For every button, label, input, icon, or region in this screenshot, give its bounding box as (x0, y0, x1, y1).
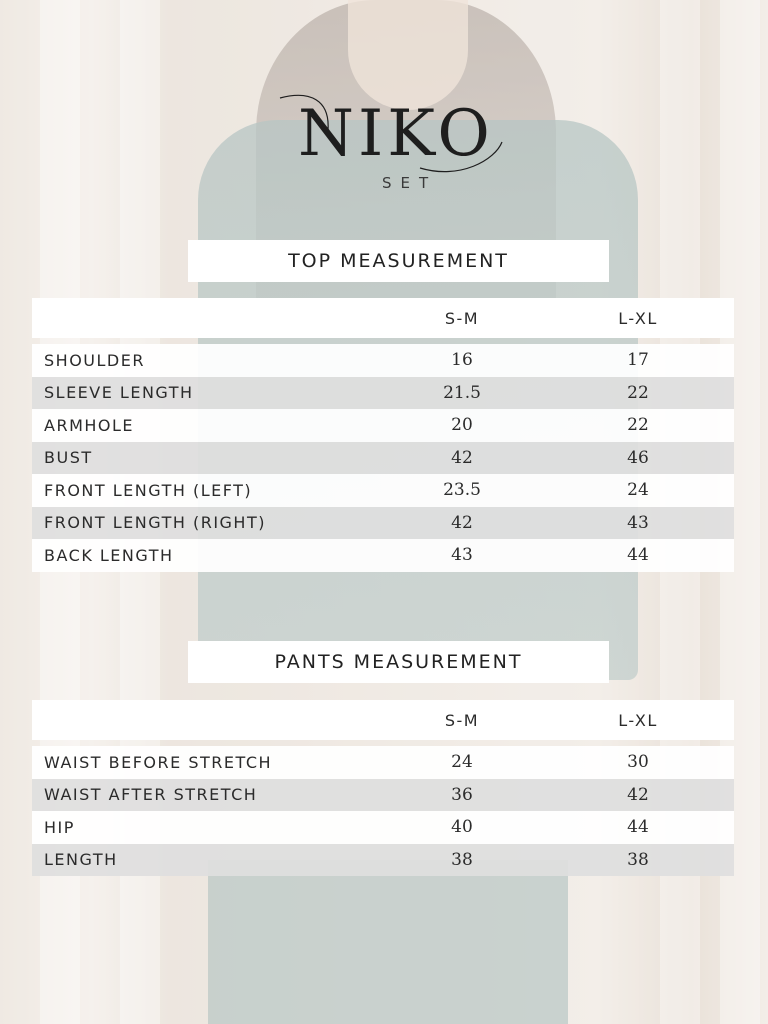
row-label: SHOULDER (32, 344, 382, 377)
value-s-m: 42 (382, 442, 542, 475)
top-measurement-table (32, 298, 734, 572)
value-l-xl: 43 (542, 507, 734, 540)
column-header-l-xl: L-XL (542, 298, 734, 338)
header-blank (32, 298, 382, 338)
table-row (32, 811, 734, 844)
value-s-m: 21.5 (382, 377, 542, 410)
value-s-m: 36 (382, 779, 542, 812)
row-label: LENGTH (32, 844, 382, 877)
column-header-l-xl: L-XL (542, 700, 734, 740)
row-label: BUST (32, 442, 382, 475)
row-label: BACK LENGTH (32, 539, 382, 572)
value-l-xl: 22 (542, 377, 734, 410)
value-l-xl: 22 (542, 409, 734, 442)
table-row (32, 344, 734, 377)
table-row (32, 746, 734, 779)
value-l-xl: 44 (542, 539, 734, 572)
value-s-m: 23.5 (382, 474, 542, 507)
table-row (32, 844, 734, 877)
table-row (32, 779, 734, 812)
table-row (32, 474, 734, 507)
row-label: HIP (32, 811, 382, 844)
table-row (32, 409, 734, 442)
row-label: WAIST BEFORE STRETCH (32, 746, 382, 779)
row-label: SLEEVE LENGTH (32, 377, 382, 410)
value-s-m: 20 (382, 409, 542, 442)
pants-measurement-table (32, 700, 734, 876)
table-row (32, 507, 734, 540)
row-label: ARMHOLE (32, 409, 382, 442)
value-l-xl: 44 (542, 811, 734, 844)
logo-subtitle: SET (382, 174, 438, 192)
row-label: WAIST AFTER STRETCH (32, 779, 382, 812)
value-s-m: 16 (382, 344, 542, 377)
table-row (32, 377, 734, 410)
logo-wordmark: NIKO (298, 97, 494, 171)
table-row (32, 442, 734, 475)
table-row (32, 539, 734, 572)
row-label: FRONT LENGTH (RIGHT) (32, 507, 382, 540)
table-header-row (32, 298, 734, 338)
row-label: FRONT LENGTH (LEFT) (32, 474, 382, 507)
value-l-xl: 46 (542, 442, 734, 475)
brand-logo (270, 90, 510, 200)
value-s-m: 43 (382, 539, 542, 572)
column-header-s-m: S-M (382, 700, 542, 740)
value-s-m: 24 (382, 746, 542, 779)
header-blank (32, 700, 382, 740)
value-s-m: 38 (382, 844, 542, 877)
value-s-m: 40 (382, 811, 542, 844)
value-l-xl: 42 (542, 779, 734, 812)
value-s-m: 42 (382, 507, 542, 540)
value-l-xl: 30 (542, 746, 734, 779)
value-l-xl: 38 (542, 844, 734, 877)
value-l-xl: 24 (542, 474, 734, 507)
pants-measurement-title: PANTS MEASUREMENT (188, 641, 609, 683)
top-measurement-title: TOP MEASUREMENT (188, 240, 609, 282)
column-header-s-m: S-M (382, 298, 542, 338)
table-header-row (32, 700, 734, 740)
value-l-xl: 17 (542, 344, 734, 377)
